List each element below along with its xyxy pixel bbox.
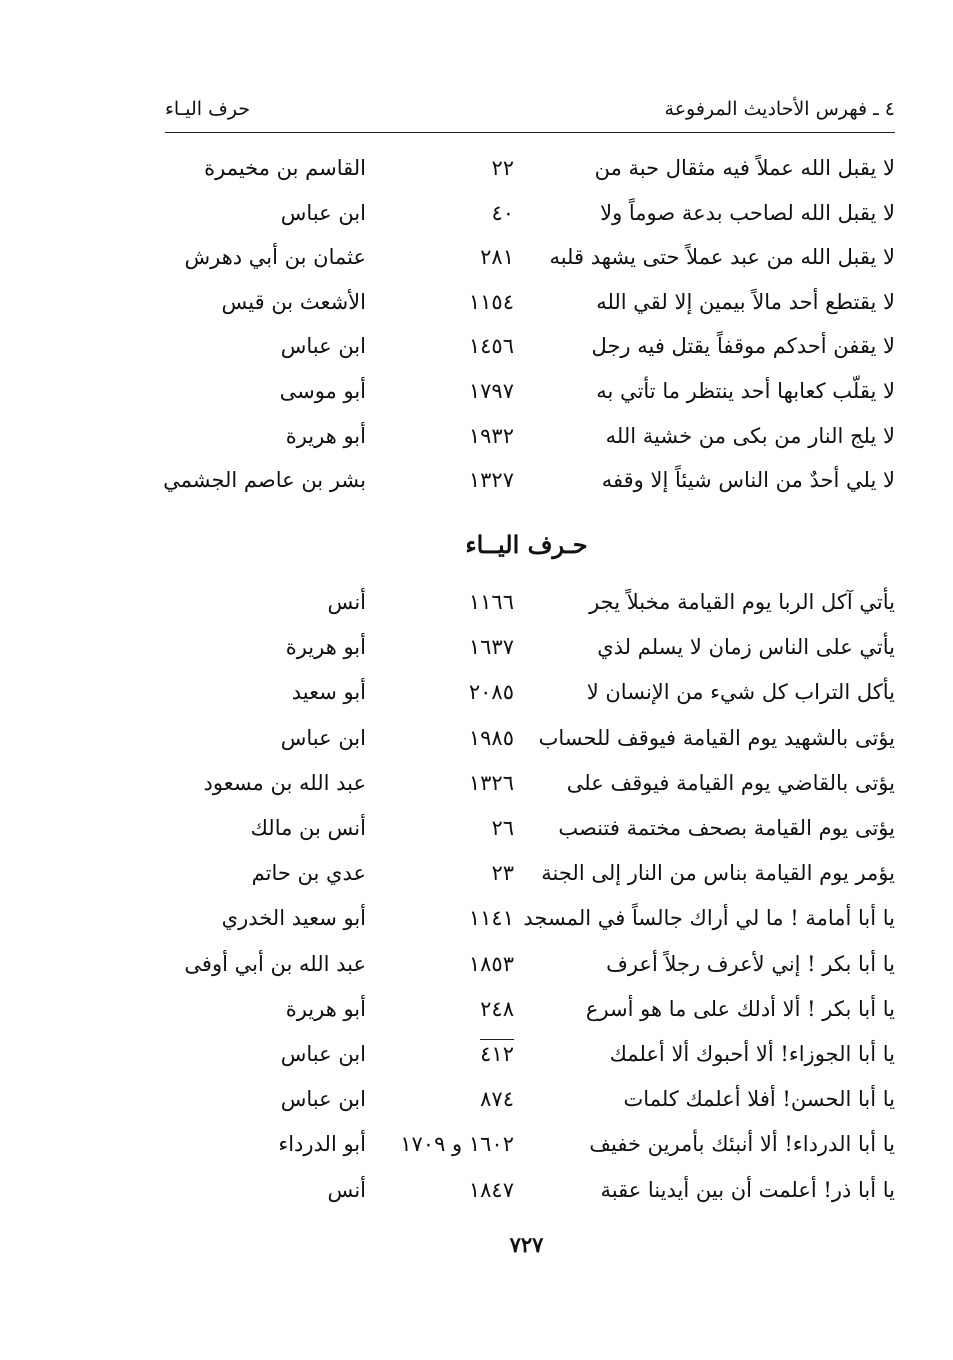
hadith-text: لا يقبل الله لصاحب بدعة صوماً ولا — [600, 200, 895, 225]
narrator-name: أبو سعيد — [291, 680, 366, 705]
index-entry — [0, 1178, 953, 1218]
narrator-name: أنس بن مالك — [250, 816, 366, 840]
narrator-name: أبو موسى — [279, 379, 366, 403]
index-entry — [0, 590, 953, 630]
hadith-text: لا يقبل الله من عبد عملاً حتى يشهد قلبه — [549, 245, 895, 270]
hadith-number — [440, 997, 514, 1021]
index-entry — [0, 635, 953, 675]
hadith-number-value: ٤١٢ — [480, 1039, 514, 1066]
index-entry — [0, 468, 953, 508]
index-entry — [0, 1042, 953, 1082]
hadith-number-value: ١٣٢٧ — [468, 468, 514, 493]
running-header — [165, 92, 895, 133]
index-entry — [0, 379, 953, 419]
index-title: ٤ ـ فهرس الأحاديث المرفوعة — [664, 98, 895, 120]
hadith-number — [440, 379, 514, 403]
hadith-text: يأتي على الناس زمان لا يسلم لذي — [597, 635, 895, 660]
hadith-text: يا أبا الدرداء! ألا أنبئك بأمرين خفيف — [589, 1132, 895, 1157]
page-number: ٧٢٧ — [509, 1232, 544, 1257]
index-entry — [0, 726, 953, 766]
index-entry — [0, 156, 953, 196]
hadith-number — [440, 1178, 514, 1202]
narrator-name: ابن عباس — [280, 1042, 366, 1066]
hadith-number — [440, 156, 514, 180]
hadith-text: لا يلي أحدٌ من الناس شيئاً إلا وقفه — [601, 468, 895, 493]
narrator-name: ابن عباس — [280, 200, 366, 225]
hadith-number — [440, 201, 514, 225]
index-entry — [0, 997, 953, 1037]
hadith-number-value: ١٦٣٧ — [468, 635, 514, 660]
narrator-name: ابن عباس — [280, 334, 366, 359]
hadith-number-value: ٢٦ — [491, 816, 514, 840]
index-entry — [0, 771, 953, 811]
hadith-number-value: ٢٨١ — [480, 245, 514, 270]
hadith-number-value: ١٩٣٢ — [468, 423, 514, 448]
hadith-text: يا أبا بكر ! ألا أدلك على ما هو أسرع — [585, 996, 895, 1021]
hadith-text: لا يلج النار من بكى من خشية الله — [605, 423, 895, 448]
hadith-number — [440, 952, 514, 976]
hadith-number-value: ١٨٤٧ — [468, 1177, 514, 1202]
hadith-number-value: ٢٤٨ — [480, 996, 514, 1021]
hadith-text: لا يقفن أحدكم موقفاً يقتل فيه رجل — [591, 334, 895, 359]
narrator-name: عدي بن حاتم — [251, 861, 366, 886]
index-entry — [0, 424, 953, 464]
hadith-text: يؤتى بالقاضي يوم القيامة فيوقف على — [566, 770, 895, 795]
hadith-number — [440, 861, 514, 885]
narrator-name: القاسم بن مخيمرة — [204, 156, 366, 180]
hadith-number-value: ١١٦٦ — [468, 590, 514, 614]
hadith-number — [440, 245, 514, 269]
narrator-name: أبو سعيد الخدري — [221, 906, 366, 931]
narrator-name: عثمان بن أبي دهرش — [184, 245, 366, 270]
index-entry — [0, 290, 953, 330]
narrator-name: أنس — [327, 1177, 366, 1202]
chapter-title: حرف اليـاء — [165, 98, 251, 120]
index-entry — [0, 245, 953, 285]
hadith-text: يا أبا الجوزاء! ألا أحبوك ألا أعلمك — [609, 1042, 895, 1066]
hadith-number-value: ٢٠٨٥ — [468, 680, 514, 705]
narrator-name: أنس — [327, 590, 366, 614]
hadith-number — [440, 1087, 514, 1111]
index-entry — [0, 334, 953, 374]
hadith-text: لا يقلّب كعابها أحد ينتظر ما تأتي به — [596, 379, 895, 403]
hadith-text: يؤمر يوم القيامة بناس من النار إلى الجنة — [541, 861, 895, 886]
hadith-number-value: ٢٢ — [491, 156, 514, 180]
hadith-number-value: ١٣٢٦ — [468, 770, 514, 795]
hadith-number-value: ٨٧٤ — [480, 1087, 514, 1112]
index-entry — [0, 906, 953, 946]
narrator-name: بشر بن عاصم الجشمي — [163, 468, 366, 493]
hadith-number — [440, 424, 514, 448]
hadith-number-value: ١٦٠٢ و ١٧٠٩ — [400, 1132, 514, 1157]
index-entry — [0, 1087, 953, 1127]
hadith-text: لا يقتطع أحد مالاً بيمين إلا لقي الله — [596, 289, 895, 314]
hadith-number — [440, 590, 514, 614]
hadith-text: يأتي آكل الربا يوم القيامة مخبلاً يجر — [589, 590, 895, 614]
narrator-name: ابن عباس — [280, 725, 366, 750]
narrator-name: أبو هريرة — [285, 635, 366, 660]
narrator-name: أبو هريرة — [285, 423, 366, 448]
index-entry — [0, 816, 953, 856]
hadith-number — [440, 726, 514, 750]
hadith-number — [440, 816, 514, 840]
section-heading: حـرف اليــاء — [465, 530, 588, 559]
hadith-number-value: ٤٠ — [491, 200, 514, 225]
hadith-number — [440, 334, 514, 358]
narrator-name: أبو الدرداء — [278, 1132, 366, 1157]
hadith-number — [400, 1132, 514, 1157]
narrator-name: عبد الله بن مسعود — [203, 770, 366, 795]
hadith-text: يؤتى يوم القيامة بصحف مختمة فتنصب — [558, 816, 895, 840]
hadith-number — [440, 680, 514, 704]
index-entry — [0, 680, 953, 720]
hadith-text: يأكل التراب كل شيء من الإنسان لا — [586, 680, 895, 705]
hadith-number — [440, 771, 514, 795]
index-entry — [0, 952, 953, 992]
hadith-number — [440, 1042, 514, 1066]
hadith-text: لا يقبل الله عملاً فيه مثقال حبة من — [594, 156, 895, 180]
index-entry — [0, 201, 953, 241]
narrator-name: ابن عباس — [280, 1087, 366, 1112]
hadith-text: يؤتى بالشهيد يوم القيامة فيوقف للحساب — [538, 725, 895, 750]
hadith-number — [440, 290, 514, 314]
hadith-number-value: ١١٤١ — [468, 906, 514, 931]
hadith-text: يا أبا بكر ! إني لأعرف رجلاً أعرف — [606, 951, 895, 976]
hadith-text: يا أبا أمامة ! ما لي أراك جالساً في المسجد — [523, 906, 895, 931]
hadith-number — [440, 906, 514, 930]
hadith-number-value: ١٤٥٦ — [468, 334, 514, 359]
hadith-number — [440, 635, 514, 659]
narrator-name: عبد الله بن أبي أوفى — [184, 951, 366, 976]
hadith-number-value: ١٩٨٥ — [468, 725, 514, 750]
hadith-number-value: ١١٥٤ — [468, 289, 514, 314]
narrator-name: أبو هريرة — [285, 996, 366, 1021]
hadith-number — [440, 468, 514, 492]
hadith-number-value: ١٧٩٧ — [468, 379, 514, 403]
hadith-number-value: ١٨٥٣ — [468, 951, 514, 976]
index-entry — [0, 1132, 953, 1172]
index-entry — [0, 861, 953, 901]
hadith-number-value: ٢٣ — [491, 861, 514, 886]
hadith-text: يا أبا ذر! أعلمت أن بين أيدينا عقبة — [600, 1177, 895, 1202]
narrator-name: الأشعث بن قيس — [221, 289, 366, 314]
hadith-text: يا أبا الحسن! أفلا أعلمك كلمات — [623, 1087, 895, 1112]
